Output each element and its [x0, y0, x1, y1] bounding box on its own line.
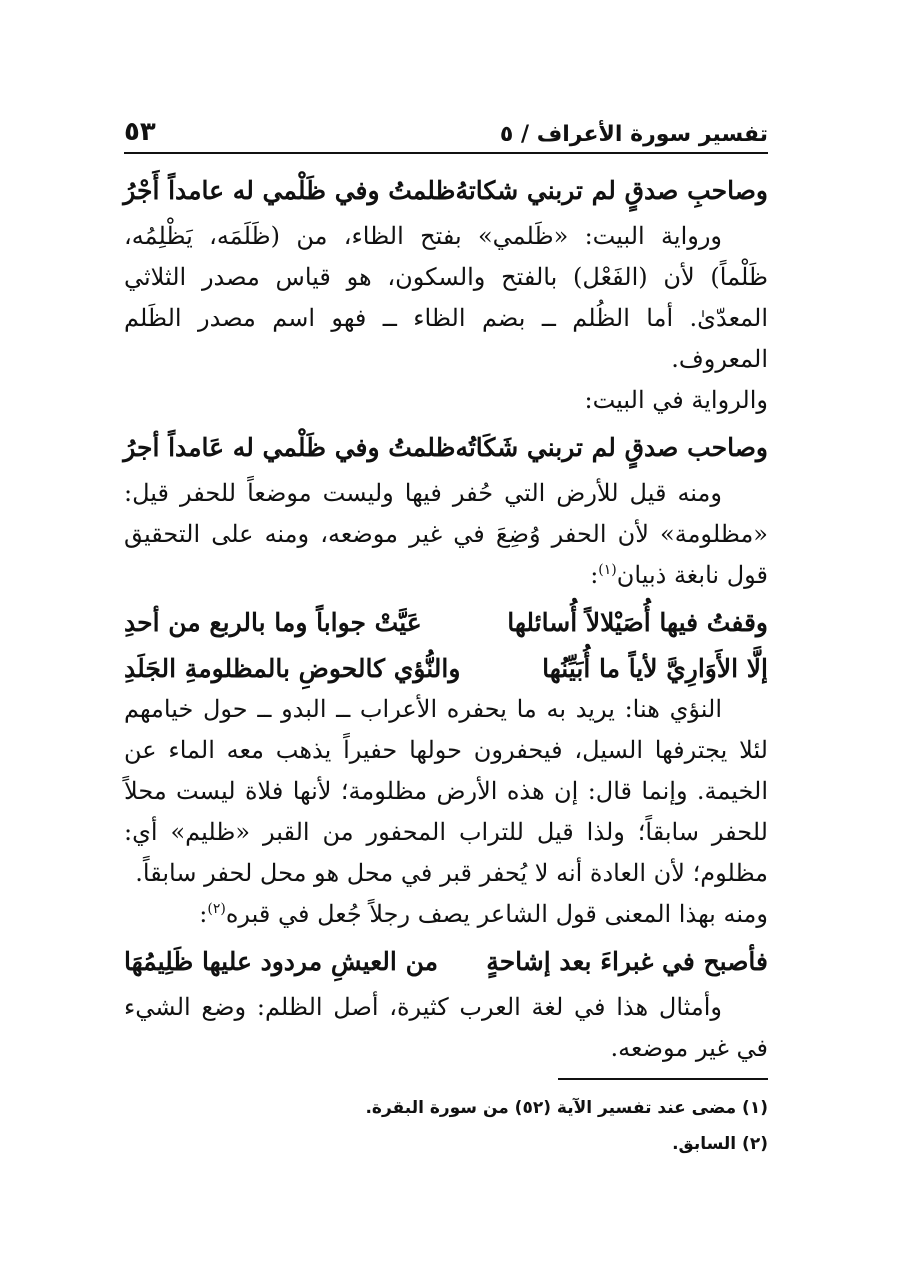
page-header: [124, 103, 768, 147]
verse-second-hemistich: ظلمتُ وفي ظَلْمي له عامداً أَجْرُ: [123, 175, 456, 205]
page-number: ٥٣: [124, 117, 156, 147]
body-paragraph: [124, 473, 768, 596]
paragraph-text: ومنه قيل للأرض التي حُفر فيها وليست موضعاً للحفر قيل: «مظلومة» لأن الحفر وُضِعَ في غير موضعه، ومنه على التحقيق قول نابغة ذبيان: [124, 479, 768, 589]
paragraph-text: ومنه بهذا المعنى قول الشاعر يصف رجلاً جُعل في قبره: [225, 900, 768, 928]
verse-second-hemistich: عَيَّتْ جواباً وما بالربع من أحدِ: [124, 607, 422, 637]
verse-line: [124, 935, 768, 987]
verse-second-hemistich: والنُّؤي كالحوضِ بالمظلومةِ الجَلَدِ: [124, 654, 461, 683]
footnote-divider: [558, 1078, 768, 1080]
verse-first-hemistich: إلَّا الأَوَارِيَّ لأياً ما أُبَيِّنُها: [542, 654, 768, 683]
verse-line: [124, 648, 768, 689]
verse-second-hemistich: من العيشِ مردود عليها ظَلِيمُهَا: [124, 946, 438, 976]
running-title: تفسير سورة الأعراف / ٥: [499, 122, 768, 147]
paragraph-end: :: [590, 561, 599, 589]
footnote-reference[interactable]: (٢): [207, 901, 226, 917]
verse-line: [124, 421, 768, 473]
verse-first-hemistich: وقفتُ فيها أُصَيْلالاً أُسائلها: [507, 607, 768, 637]
verse-first-hemistich: فأصبح في غبراءَ بعد إشاحةٍ: [486, 946, 768, 976]
body-paragraph: [124, 894, 768, 935]
verse-line: [124, 164, 768, 216]
verse-line: [124, 596, 768, 648]
header-divider: [124, 152, 768, 154]
footnote-reference[interactable]: (١): [598, 562, 617, 578]
footnotes: [124, 1090, 768, 1162]
body-paragraph: النؤي هنا: يريد به ما يحفره الأعراب ــ البدو ــ حول خيامهم لئلا يجترفها السيل، فيحفرون حولها حفيراً يذهب معه الماء عن الخيمة. وإنما قال: إن هذه الأرض مظلومة؛ لأنها فلاة ليست محلاً للحفر سابقاً؛ ولذا قيل للتراب المحفور من القبر «ظليم» أي: مظلوم؛ لأن العادة أنه لا يُحفر قبر في محل هو محل لحفر سابقاً.: [124, 695, 768, 887]
verse-first-hemistich: وصاحبِ صدقٍ لم تربني شكاتهُ: [455, 175, 768, 205]
footnote: (٢) السابق.: [672, 1134, 768, 1154]
page-body: [124, 164, 768, 1069]
verse-second-hemistich: ظلمتُ وفي ظَلْمي له عَامداً أجرُ: [123, 432, 456, 462]
paragraph-end: :: [199, 900, 208, 928]
body-paragraph: وأمثال هذا في لغة العرب كثيرة، أصل الظلم: وضع الشيء في غير موضعه.: [124, 993, 768, 1062]
body-paragraph: ورواية البيت: «ظَلمي» بفتح الظاء، من (ظَلَمَه، يَظْلِمُه، ظَلْماً) لأن (الفَعْل) بالفتح والسكون، هو قياس مصدر الثلاثي المعدّىٰ. أما الظُلم ــ بضم الظاء ــ فهو اسم مصدر الظَلم المعروف.: [124, 222, 768, 373]
footnote: (١) مضى عند تفسير الآية (٥٢) من سورة البقرة.: [365, 1098, 768, 1118]
body-paragraph: والرواية في البيت:: [584, 386, 768, 414]
verse-first-hemistich: وصاحب صدقٍ لم تربني شَكَاتُه: [455, 432, 768, 462]
